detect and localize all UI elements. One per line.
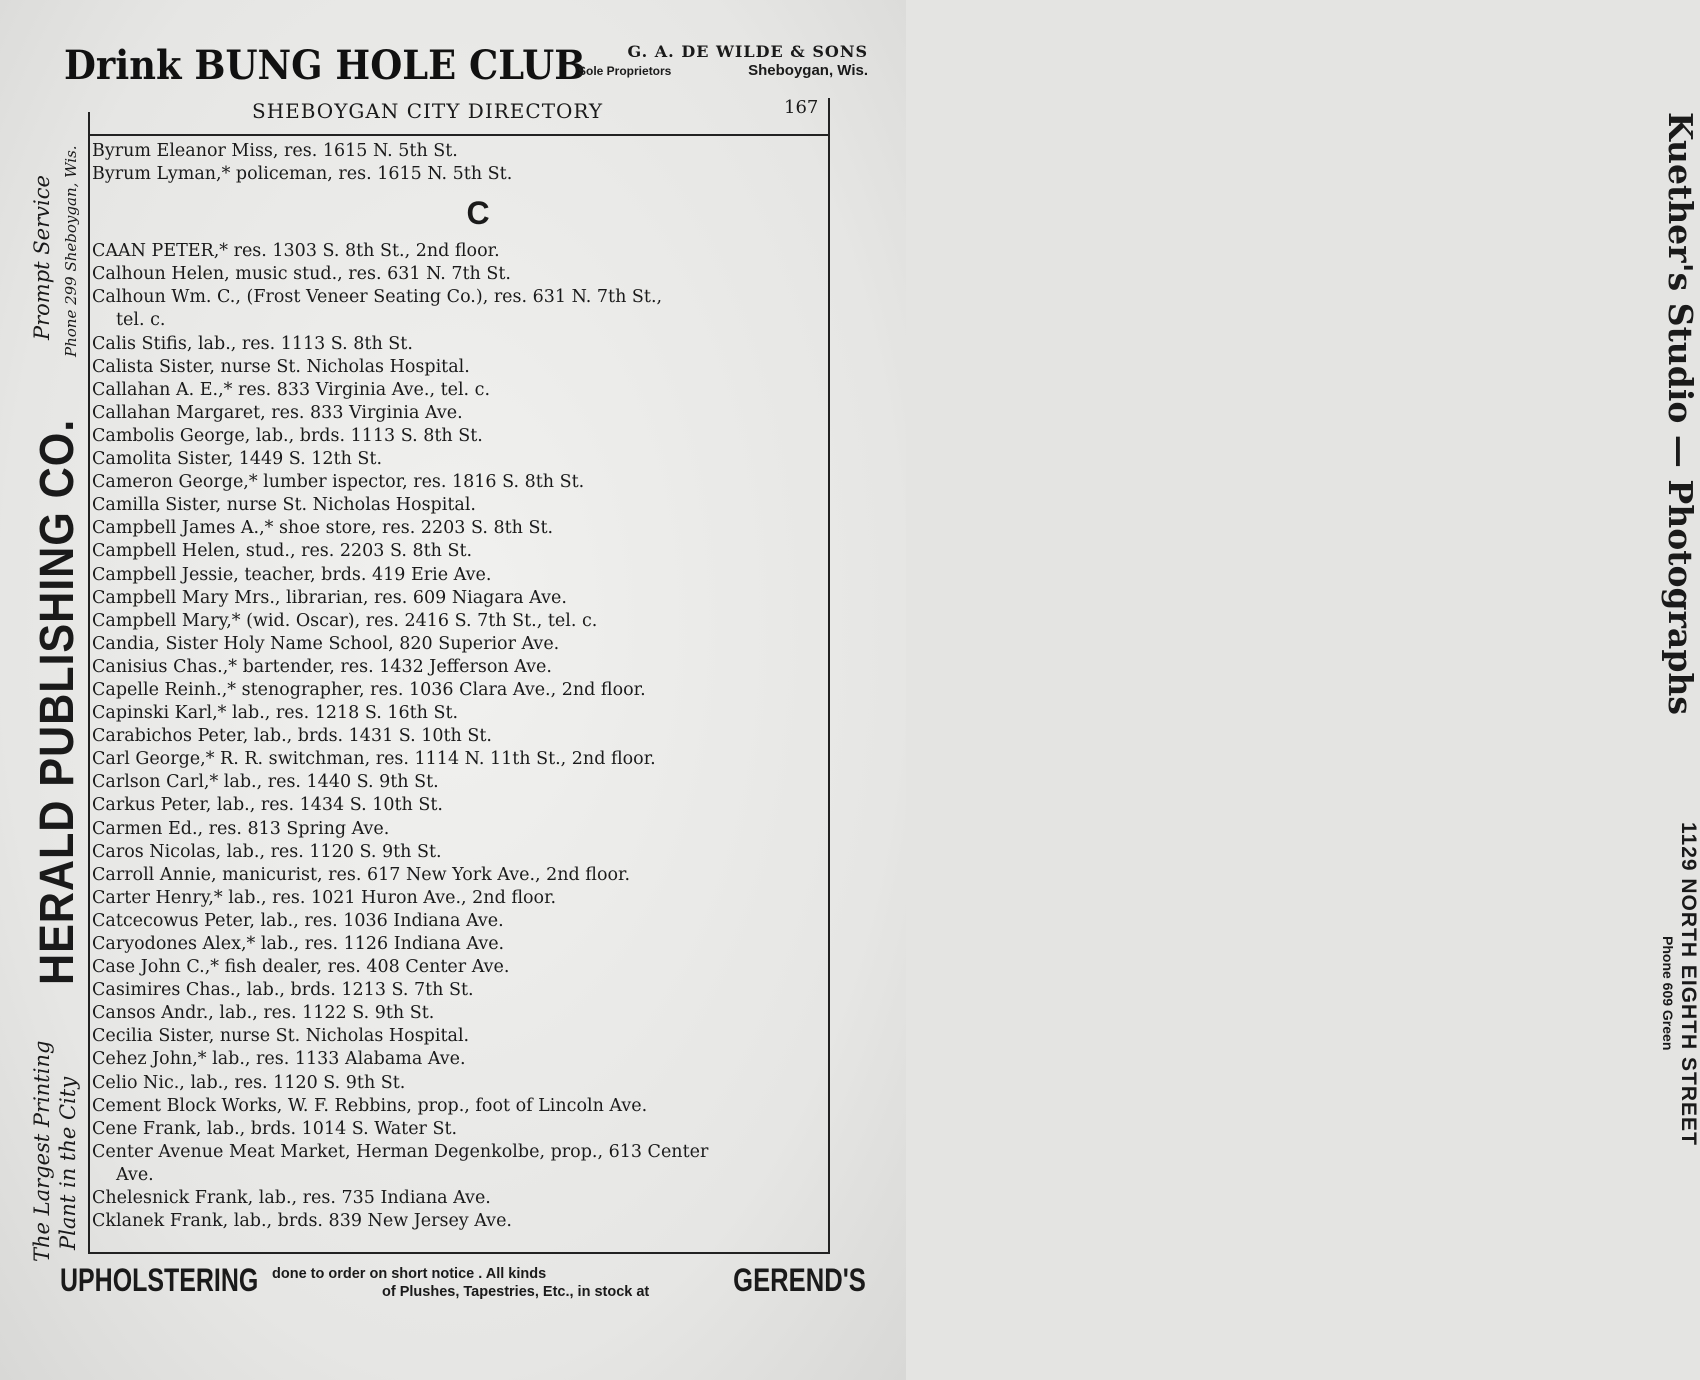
listing-entry: Callahan Margaret, res. 833 Virginia Ave.	[92, 402, 463, 423]
upholstering-line-2: of Plushes, Tapestries, Etc., in stock at	[382, 1284, 650, 1300]
listing-entry: Carmen Ed., res. 813 Spring Ave.	[92, 818, 390, 839]
listing-entry: Camilla Sister, nurse St. Nicholas Hospital.	[92, 495, 476, 516]
listing-entry: Callahan A. E.,* res. 833 Virginia Ave., tel. c.	[92, 379, 491, 400]
listing-entry: Carter Henry,* lab., res. 1021 Huron Ave., 2nd floor.	[92, 887, 557, 908]
firm-city: Sheboygan, Wis.	[748, 62, 868, 79]
listing-entry: Cameron George,* lumber ispector, res. 1816 S. 8th St.	[92, 472, 585, 493]
listing-entry: Center Avenue Meat Market, Herman Degenkolbe, prop., 613 Center	[92, 1141, 709, 1162]
section-letter: C	[466, 195, 490, 232]
upholstering-line-1: done to order on short notice . All kinds	[272, 1266, 547, 1282]
gerends-brand: GEREND'S	[733, 1262, 866, 1298]
listing-entry: Caryodones Alex,* lab., res. 1126 Indiana Ave.	[92, 934, 505, 954]
listing-entry: Celio Nic., lab., res. 1120 S. 9th St.	[92, 1072, 406, 1093]
firm-name: G. A. DE WILDE & SONS	[627, 42, 868, 61]
listing-entry: Cecilia Sister, nurse St. Nicholas Hospital.	[92, 1026, 470, 1047]
bottom-advertisement	[60, 1262, 866, 1308]
herald-publishing-name: HERALD PUBLISHING CO.	[31, 418, 84, 985]
listing-entry-continuation: tel. c.	[116, 310, 166, 331]
herald-tagline-1: The Largest Printing	[30, 1040, 54, 1262]
listing-entry: Camolita Sister, 1449 S. 12th St.	[92, 449, 383, 470]
listing-entry: Campbell Jessie, teacher, brds. 419 Erie Ave.	[92, 564, 492, 585]
listing-entry: Candia, Sister Holy Name School, 820 Superior Ave.	[92, 633, 560, 654]
herald-phone: Phone 299 Sheboygan, Wis.	[62, 145, 80, 357]
listing-entry: Caros Nicolas, lab., res. 1120 S. 9th St.	[92, 841, 442, 862]
listing-entry: Campbell Mary,* (wid. Oscar), res. 2416 S. 7th St., tel. c.	[92, 610, 598, 631]
listing-entry: Capinski Karl,* lab., res. 1218 S. 16th St.	[92, 703, 459, 724]
upholstering-headline: UPHOLSTERING	[60, 1262, 259, 1298]
directory-title: SHEBOYGAN CITY DIRECTORY	[252, 99, 604, 123]
header-rule	[88, 134, 830, 136]
herald-prompt-service: Prompt Service	[30, 175, 54, 340]
listing-entry: CAAN PETER,* res. 1303 S. 8th St., 2nd floor.	[92, 241, 500, 262]
listing-entry: Capelle Reinh.,* stenographer, res. 1036 Clara Ave., 2nd floor.	[92, 679, 646, 700]
kuether-phone: Phone 609 Green	[1660, 936, 1676, 1051]
listing-entry: Calhoun Helen, music stud., res. 631 N. 7th St.	[92, 264, 511, 285]
listing-entry-continuation: Ave.	[116, 1164, 154, 1185]
listing-entry: Cehez John,* lab., res. 1133 Alabama Ave.	[92, 1049, 466, 1070]
listing-entry: Chelesnick Frank, lab., res. 735 Indiana Ave.	[92, 1188, 491, 1209]
listing-entry: Calis Stifis, lab., res. 1113 S. 8th St.	[92, 333, 413, 354]
listing-entry: Casimires Chas., lab., brds. 1213 S. 7th St.	[92, 980, 474, 1001]
listing-entry: Catcecowus Peter, lab., res. 1036 Indiana Ave.	[92, 910, 504, 931]
listing-entry: Carkus Peter, lab., res. 1434 S. 10th St.	[92, 795, 443, 816]
listing-entry: Cene Frank, lab., brds. 1014 S. Water St.	[92, 1118, 458, 1139]
listing-entry: Calista Sister, nurse St. Nicholas Hospital.	[92, 356, 470, 377]
listing-entry: Cansos Andr., lab., res. 1122 S. 9th St.	[92, 1003, 435, 1024]
bung-hole-club-headline: Drink BUNG HOLE CLUB	[64, 42, 586, 89]
listing-entry: Campbell James A.,* shoe store, res. 2203 S. 8th St.	[92, 518, 554, 539]
footer-rule	[88, 1252, 830, 1254]
listing-entry: Carl George,* R. R. switchman, res. 1114 N. 11th St., 2nd floor.	[92, 749, 656, 770]
listing-entry: Carlson Carl,* lab., res. 1440 S. 9th St.	[92, 772, 439, 793]
right-advertisement	[830, 0, 1700, 1380]
listing-entry: Carabichos Peter, lab., brds. 1431 S. 10th St.	[92, 726, 492, 747]
herald-tagline-2: Plant in the City	[56, 1076, 80, 1250]
listing-entry: Campbell Mary Mrs., librarian, res. 609 Niagara Ave.	[92, 587, 567, 608]
listing-entry: Cklanek Frank, lab., brds. 839 New Jersey Ave.	[92, 1211, 512, 1232]
listing-entry: Campbell Helen, stud., res. 2203 S. 8th St.	[92, 541, 473, 562]
page-number: 167	[784, 97, 819, 118]
kuether-studio-name: Kuether's Studio — Photographs	[1661, 112, 1700, 715]
listing-entry: Cambolis George, lab., brds. 1113 S. 8th St.	[92, 425, 483, 446]
kuether-address: 1129 NORTH EIGHTH STREET	[1677, 822, 1700, 1146]
top-advertisement	[64, 40, 868, 88]
listing-entry: Byrum Lyman,* policeman, res. 1615 N. 5th St.	[92, 164, 513, 185]
listing-entry: Case John C.,* fish dealer, res. 408 Center Ave.	[92, 957, 510, 978]
listing-entry: Byrum Eleanor Miss, res. 1615 N. 5th St.	[92, 141, 458, 161]
listing-entry: Canisius Chas.,* bartender, res. 1432 Jefferson Ave.	[92, 656, 552, 677]
listing-entry: Cement Block Works, W. F. Rebbins, prop., foot of Lincoln Ave.	[92, 1095, 648, 1116]
listing-entry: Carroll Annie, manicurist, res. 617 New York Ave., 2nd floor.	[92, 864, 631, 885]
directory-listings	[92, 140, 828, 1233]
listing-entry: Calhoun Wm. C., (Frost Veneer Seating Co.), res. 631 N. 7th St.,	[92, 287, 663, 308]
proprietors-label: Sole Proprietors	[578, 64, 672, 78]
left-frame-rule	[88, 112, 90, 1252]
left-advertisement	[0, 0, 88, 1380]
